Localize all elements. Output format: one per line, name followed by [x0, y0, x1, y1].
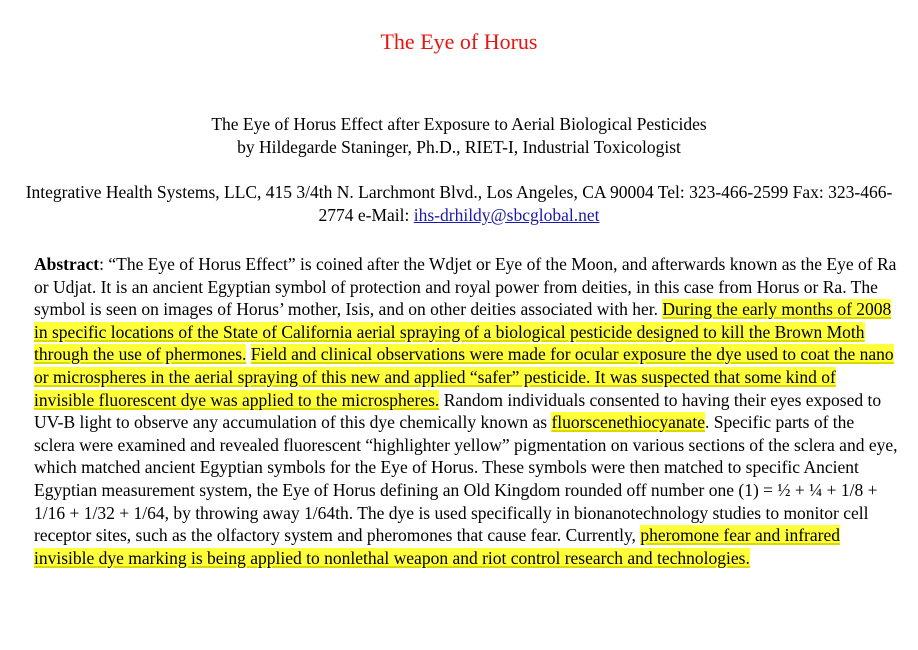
abstract-text-1: : “The Eye of Horus Effect” is coined after the Wdjet or Eye of the Moon, and afterwards known as the Eye of Ra or Udjat. It is an ancient Egyptian symbol of protection and royal power from deities, in this case from Horus or Ra. The symbol is seen on images of Horus’ mother, Isis, and on other deities associated with her.: [34, 254, 897, 320]
affiliation-text: Integrative Health Systems, LLC, 415 3/4th N. Larchmont Blvd., Los Angeles, CA 90004 Tel: 323-466-2599 Fax: 323-466-2774 e-Mail:: [25, 182, 893, 225]
affiliation-block: [20, 181, 898, 227]
highlight-1: During the early months of 2008 in specific locations of the State of California aerial spraying of a biological pesticide designed to kill the Brown Moth through the use of phermones.: [34, 299, 892, 365]
highlight-4: pheromone fear and infrared invisible dye marking is being applied to nonlethal weapon and riot control research and technologies.: [34, 525, 840, 568]
highlight-2: Field and clinical observations were made for ocular exposure the dye used to coat the nano or microspheres in the aerial spraying of this new and applied “safer” pesticide. It was suspected that some kind of invisible fluorescent dye was applied to the microspheres.: [34, 344, 894, 410]
paper-subtitle: [0, 113, 918, 159]
page-title: The Eye of Horus: [380, 29, 538, 54]
email-link[interactable]: ihs-drhildy@sbcglobal.net: [413, 205, 600, 225]
abstract-text-3: Random individuals consented to having their eyes exposed to UV-B light to observe any accumulation of this dye chemically known as: [34, 389, 882, 433]
highlight-3: fluorscenethiocyanate: [551, 412, 705, 433]
abstract-text-4: . Specific parts of the sclera were examined and revealed fluorescent “highlighter yellow” pigmentation on various sections of the sclera and eye, which matched ancient Egyptian symbols for the Eye of Horus. These symbols were then matched to specific Ancient Egyptian measurement system, the Eye of Horus defining an Old Kingdom rounded off number one (1) = ½ + ¼ + 1/8 + 1/16 + 1/32 + 1/64, by throwing away 1/64th. The dye is used specifically in bionanotechnology studies to monitor cell receptor sites, such as the olfactory system and pheromones that cause fear. Currently,: [34, 412, 898, 546]
subtitle-line-2: by Hildegarde Staninger, Ph.D., RIET-I, Industrial Toxicologist: [237, 137, 681, 157]
abstract-paragraph: [34, 253, 898, 569]
abstract-label: Abstract: [34, 254, 100, 274]
subtitle-line-1: The Eye of Horus Effect after Exposure to Aerial Biological Pesticides: [211, 114, 707, 134]
